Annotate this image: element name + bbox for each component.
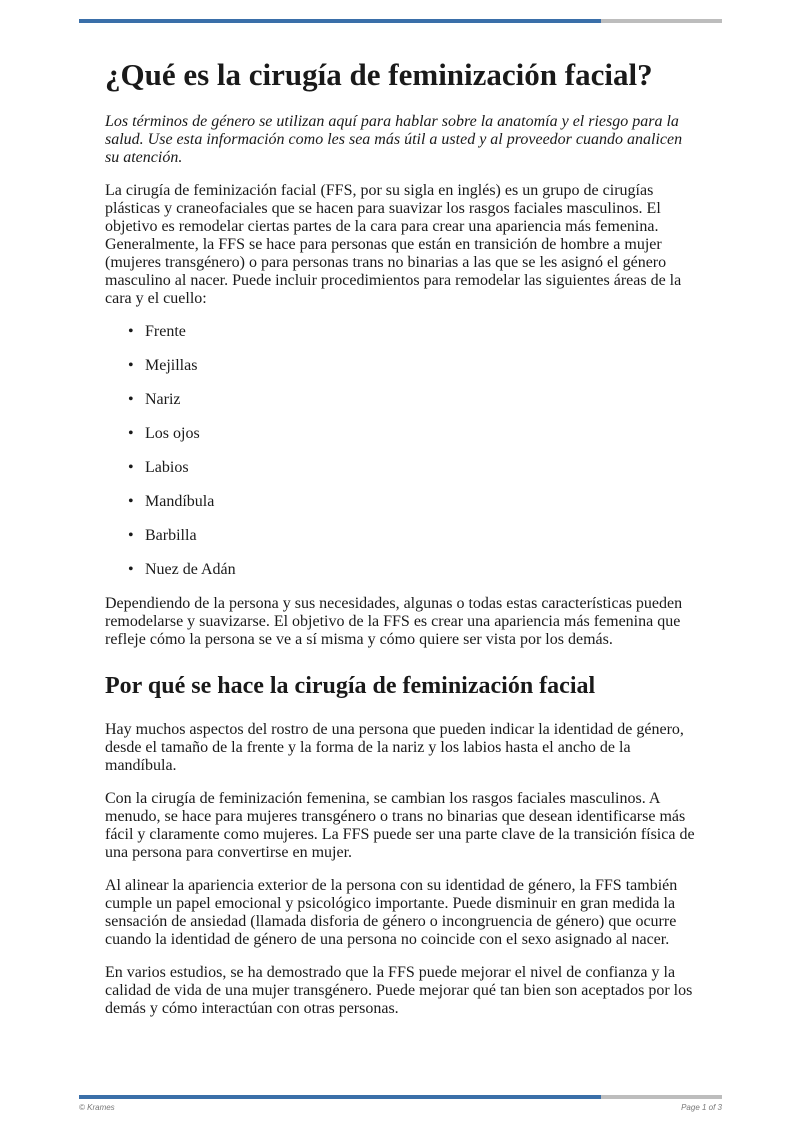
list-item <box>105 527 695 545</box>
bullet-icon: • <box>128 357 134 374</box>
paragraph-studies: En varios estudios, se ha demostrado que la FFS puede mejorar el nivel de confianza y la calidad de vida de una mujer transgénero. Puede mejorar qué tan bien son aceptados por los demás y cómo interactúan con otras personas. <box>105 964 693 1017</box>
paragraph-aspects: Hay muchos aspectos del rostro de una persona que pueden indicar la identidad de género, desde el tamaño de la frente y la forma de la nariz y los labios hasta el ancho de la mandíbula. <box>105 721 684 774</box>
article-content <box>105 55 695 1033</box>
list-item <box>105 357 695 375</box>
footer-copyright: © Krames <box>79 1103 115 1112</box>
bottom-progress-bar <box>79 1095 722 1099</box>
list-item-text: Mejillas <box>145 357 198 374</box>
bullet-icon: • <box>128 493 134 510</box>
list-item-text: Mandíbula <box>145 493 215 510</box>
facial-areas-list <box>105 323 695 579</box>
bottom-progress-fill <box>79 1095 601 1099</box>
top-progress-fill <box>79 19 601 23</box>
list-item-text: Los ojos <box>145 425 200 442</box>
list-item <box>105 391 695 409</box>
list-item-text: Barbilla <box>145 527 197 544</box>
bullet-icon: • <box>128 561 134 578</box>
page-title: ¿Qué es la cirugía de feminización facial? <box>105 57 653 92</box>
bullet-icon: • <box>128 391 134 408</box>
bullet-icon: • <box>128 527 134 544</box>
bullet-icon: • <box>128 323 134 340</box>
list-item-text: Frente <box>145 323 186 340</box>
paragraph-psychological: Al alinear la apariencia exterior de la persona con su identidad de género, la FFS también cumple un papel emocional y psicológico importante. Puede disminuir en gran medida la sensación de ansiedad (llamada disforia de género o incongruencia de género) que ocurre cuando la identidad de género de una persona no coincide con el sexo asignado al nacer. <box>105 877 678 948</box>
list-item-text: Nariz <box>145 391 181 408</box>
list-item-text: Nuez de Adán <box>145 561 236 578</box>
intro-note: Los términos de género se utilizan aquí para hablar sobre la anatomía y el riesgo para la salud. Use esta información como les sea más útil a usted y al proveedor cuando analicen su atención. <box>105 113 683 166</box>
list-item <box>105 561 695 579</box>
list-item <box>105 425 695 443</box>
bullet-icon: • <box>128 425 134 442</box>
paragraph-definition: La cirugía de feminización facial (FFS, por su sigla en inglés) es un grupo de cirugías plásticas y craneofaciales que se hacen para suavizar los rasgos faciales masculinos. El objetivo es remodelar ciertas partes de la cara para crear una apariencia más femenina. Generalmente, la FFS se hace para personas que están en transición de hombre a mujer (mujeres transgénero) o para personas trans no binarias a las que se les asignó el género masculino al nacer. Puede incluir procedimientos para remodelar las siguientes áreas de la cara y el cuello: <box>105 182 682 307</box>
section-heading: Por qué se hace la cirugía de feminización facial <box>105 673 596 699</box>
list-item <box>105 323 695 341</box>
top-progress-bar <box>79 19 722 23</box>
list-item <box>105 459 695 477</box>
paragraph-goal: Dependiendo de la persona y sus necesidades, algunas o todas estas características pueden remodelarse y suavizarse. El objetivo de la FFS es crear una apariencia más femenina que refleje cómo la persona se ve a sí misma y cómo quiere ser vista por los demás. <box>105 595 683 648</box>
footer-page-number: Page 1 of 3 <box>681 1103 722 1112</box>
bullet-icon: • <box>128 459 134 476</box>
list-item-text: Labios <box>145 459 189 476</box>
list-item <box>105 493 695 511</box>
paragraph-changes: Con la cirugía de feminización femenina, se cambian los rasgos faciales masculinos. A menudo, se hace para mujeres transgénero o trans no binarias que desean identificarse más fácil y claramente como mujeres. La FFS puede ser una parte clave de la transición física de una persona para convertirse en mujer. <box>105 790 695 861</box>
